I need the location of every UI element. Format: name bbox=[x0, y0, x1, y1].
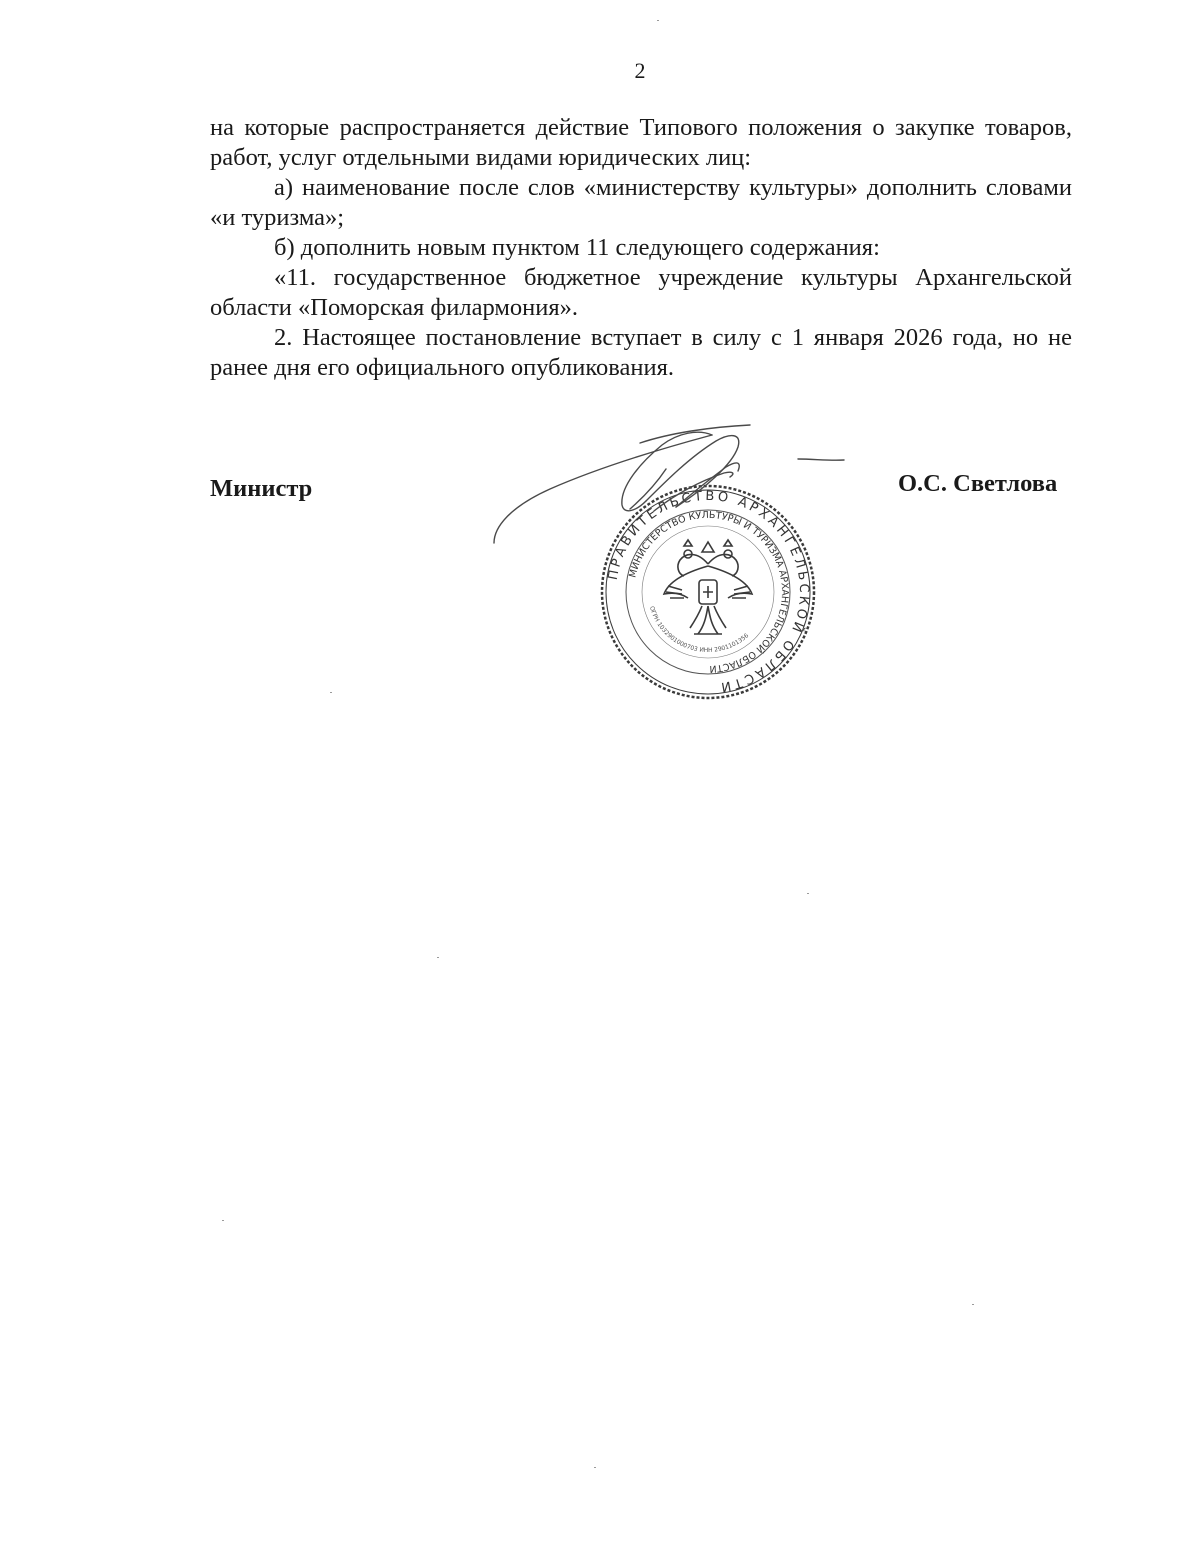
seal-code-text: ОГРН 1032901000703 ИНН 2901101356 bbox=[647, 605, 751, 655]
document-body bbox=[210, 113, 1072, 383]
paragraph-effective-date: 2. Настоящее постановление вступает в силу с 1 января 2026 года, но не ранее дня его официального опубликования. bbox=[210, 324, 1072, 381]
paragraph-item-a: а) наименование после слов «министерству культуры» дополнить словами «и туризма»; bbox=[210, 174, 1072, 231]
seal-outer-text: ПРАВИТЕЛЬСТВО АРХАНГЕЛЬСКОЙ ОБЛАСТИ bbox=[605, 488, 812, 695]
paragraph-item-11: «11. государственное бюджетное учреждение культуры Архангельской области «Поморская филармония». bbox=[210, 264, 1072, 321]
scan-speck bbox=[657, 20, 659, 21]
paragraph-intro: на которые распространяется действие Типового положения о закупке товаров, работ, услуг отдельными видами юридических лиц: bbox=[210, 114, 1072, 171]
page-number: 2 bbox=[634, 58, 646, 83]
signatory-position: Министр bbox=[210, 475, 313, 502]
scan-speck bbox=[807, 893, 809, 894]
signatory-name: О.С. Светлова bbox=[898, 470, 1058, 497]
scan-speck bbox=[222, 1220, 224, 1221]
scan-speck bbox=[437, 957, 439, 958]
paragraph-item-b: б) дополнить новым пунктом 11 следующего содержания: bbox=[274, 234, 880, 261]
seal-inner-text: МИНИСТЕРСТВО КУЛЬТУРЫ И ТУРИЗМА АРХАНГЕЛЬСКОЙ ОБЛАСТИ bbox=[627, 509, 791, 675]
scan-speck bbox=[594, 1467, 596, 1468]
handwritten-signature bbox=[480, 415, 860, 555]
scan-speck bbox=[330, 692, 332, 693]
scan-speck bbox=[972, 1304, 974, 1305]
